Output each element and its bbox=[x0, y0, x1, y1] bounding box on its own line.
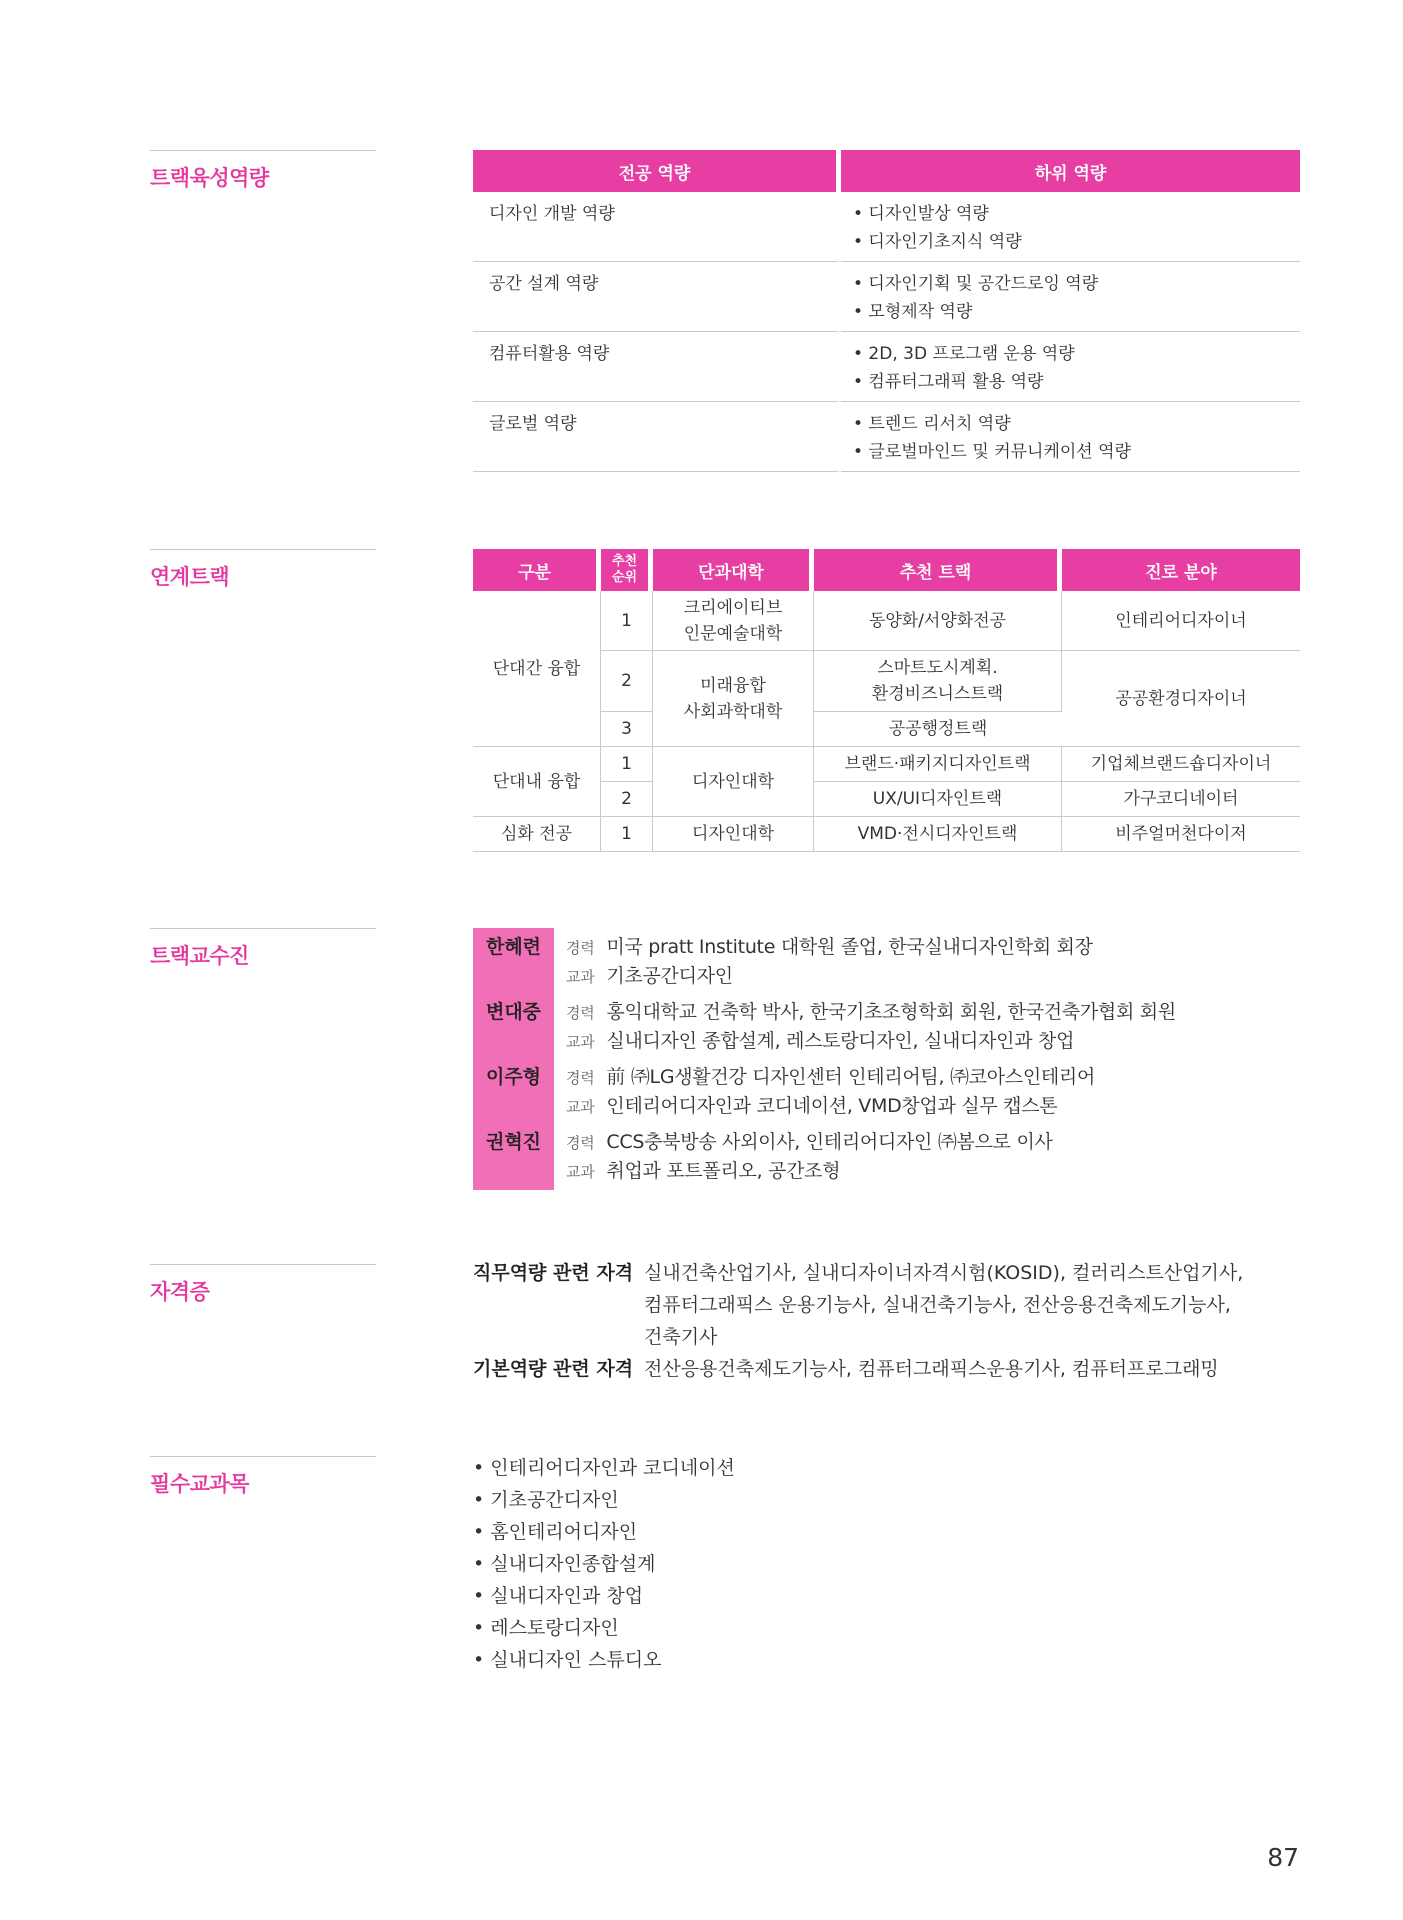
major-competency-cell bbox=[473, 332, 841, 402]
basic-certificate-label: 기본역량 관련 자격 bbox=[473, 1358, 634, 1380]
faculty-courses: 인테리어디자인과 코디네이션, VMD창업과 실무 캡스톤 bbox=[606, 1095, 1058, 1117]
job-certificate-row bbox=[473, 1258, 633, 1285]
faculty-course-line bbox=[566, 1026, 1074, 1053]
job-certificate-text: 컴퓨터그래픽스 운용기능사, 실내건축기능사, 전산응용건축제도기능사, bbox=[644, 1294, 1231, 1316]
list-item: • 레스토랑디자인 bbox=[473, 1617, 619, 1639]
sub-competency-cell bbox=[841, 192, 1300, 262]
section-title-certificate: 자격증 bbox=[150, 1264, 376, 1306]
rank-cell: 1 bbox=[601, 817, 653, 852]
header-career: 진로 분야 bbox=[1062, 549, 1300, 591]
section-title-faculty: 트랙교수진 bbox=[150, 928, 376, 970]
course-tag: 교과 bbox=[566, 1033, 595, 1051]
sub-competency-item: • 디자인기획 및 공간드로잉 역량 bbox=[853, 274, 1099, 294]
faculty-courses: 기초공간디자인 bbox=[606, 965, 733, 987]
category-cell: 심화 전공 bbox=[473, 817, 601, 852]
table-row bbox=[473, 262, 1300, 332]
career-cell: 기업체브랜드숍디자이너 bbox=[1062, 747, 1300, 782]
college-cell: 디자인대학 bbox=[653, 817, 814, 852]
rank-cell: 1 bbox=[601, 591, 653, 651]
rank-cell: 1 bbox=[601, 747, 653, 782]
major-competency-cell bbox=[473, 192, 841, 262]
sub-competency-item: • 디자인발상 역량 bbox=[853, 204, 989, 224]
header-rank bbox=[601, 549, 653, 591]
list-item: • 실내디자인과 창업 bbox=[473, 1585, 644, 1607]
rank-cell: 2 bbox=[601, 651, 653, 712]
major-competency: 디자인 개발 역량 bbox=[489, 204, 615, 224]
sub-competency-item: • 모형제작 역량 bbox=[853, 302, 973, 322]
faculty-career: 홍익대학교 건축학 박사, 한국기초조형학회 회원, 한국건축가협회 회원 bbox=[606, 1001, 1176, 1023]
faculty-career: CCS충북방송 사외이사, 인테리어디자인 ㈜봄으로 이사 bbox=[606, 1131, 1053, 1153]
faculty-name: 한혜련 bbox=[485, 936, 542, 958]
table-row bbox=[473, 817, 1300, 852]
career-cell: 가구코디네이터 bbox=[1062, 782, 1300, 817]
track-cell: UX/UI디자인트랙 bbox=[814, 782, 1062, 817]
header-rank-top: 추천 bbox=[611, 554, 638, 569]
table-row bbox=[473, 747, 1300, 782]
sub-competency-cell bbox=[841, 262, 1300, 332]
section-title-required-courses: 필수교과목 bbox=[150, 1456, 376, 1498]
college-cell: 미래융합 사회과학대학 bbox=[653, 651, 814, 747]
list-item: • 실내디자인종합설계 bbox=[473, 1553, 656, 1575]
sub-competency-item: • 글로벌마인드 및 커뮤니케이션 역량 bbox=[853, 442, 1131, 462]
college-cell: 크리에이티브 인문예술대학 bbox=[653, 591, 814, 651]
sub-competency-item: • 트렌드 리서치 역량 bbox=[853, 414, 1011, 434]
competency-table bbox=[473, 150, 1300, 472]
list-item: • 인테리어디자인과 코디네이션 bbox=[473, 1457, 735, 1479]
track-cell: 공공행정트랙 bbox=[814, 712, 1062, 747]
header-college: 단과대학 bbox=[653, 549, 814, 591]
sub-competency-cell bbox=[841, 402, 1300, 472]
career-tag: 경력 bbox=[566, 1134, 595, 1152]
job-certificate-text: 실내건축산업기사, 실내디자이너자격시험(KOSID), 컬러리스트산업기사, bbox=[644, 1262, 1244, 1284]
list-item: • 실내디자인 스튜디오 bbox=[473, 1649, 662, 1671]
section-title-linked-track: 연계트랙 bbox=[150, 549, 376, 591]
career-tag: 경력 bbox=[566, 939, 595, 957]
header-category: 구분 bbox=[473, 549, 601, 591]
major-competency: 공간 설계 역량 bbox=[489, 274, 599, 294]
list-item: • 홈인테리어디자인 bbox=[473, 1521, 638, 1543]
sub-competency-item: • 디자인기초지식 역량 bbox=[853, 232, 1022, 252]
track-cell: 브랜드·패키지디자인트랙 bbox=[814, 747, 1062, 782]
major-competency-cell bbox=[473, 262, 841, 332]
faculty-career: 前 ㈜LG생활건강 디자인센터 인테리어팀, ㈜코아스인테리어 bbox=[606, 1066, 1096, 1088]
header-rank-bottom: 순위 bbox=[611, 570, 638, 585]
sub-competency-item: • 2D, 3D 프로그램 운용 역량 bbox=[853, 344, 1075, 364]
track-cell: 동양화/서양화전공 bbox=[814, 591, 1062, 651]
faculty-name: 권혁진 bbox=[485, 1131, 542, 1153]
faculty-career-line bbox=[566, 1062, 1095, 1089]
career-cell: 공공환경디자이너 bbox=[1062, 651, 1300, 747]
header-sub-competency: 하위 역량 bbox=[841, 150, 1300, 192]
major-competency: 글로벌 역량 bbox=[489, 414, 577, 434]
rank-cell: 3 bbox=[601, 712, 653, 747]
faculty-course-line bbox=[566, 1156, 840, 1183]
linked-track-table bbox=[473, 549, 1300, 852]
major-competency-cell bbox=[473, 402, 841, 472]
category-cell: 단대간 융합 bbox=[473, 591, 601, 747]
career-cell: 비주얼머천다이저 bbox=[1062, 817, 1300, 852]
track-cell: VMD·전시디자인트랙 bbox=[814, 817, 1062, 852]
sub-competency-item: • 컴퓨터그래픽 활용 역량 bbox=[853, 372, 1044, 392]
basic-certificate-text: 전산응용건축제도기능사, 컴퓨터그래픽스운용기사, 컴퓨터프로그래밍 bbox=[644, 1358, 1219, 1380]
track-cell: 스마트도시계획. 환경비즈니스트랙 bbox=[814, 651, 1062, 712]
sub-competency-cell bbox=[841, 332, 1300, 402]
faculty-career: 미국 pratt Institute 대학원 졸업, 한국실내디자인학회 회장 bbox=[606, 936, 1093, 958]
faculty-name: 변대중 bbox=[485, 1001, 542, 1023]
table-row bbox=[473, 332, 1300, 402]
list-item: • 기초공간디자인 bbox=[473, 1489, 619, 1511]
faculty-courses: 실내디자인 종합설계, 레스토랑디자인, 실내디자인과 창업 bbox=[606, 1030, 1075, 1052]
faculty-career-line bbox=[566, 932, 1093, 959]
faculty-course-line bbox=[566, 961, 733, 988]
faculty-career-line bbox=[566, 997, 1176, 1024]
career-tag: 경력 bbox=[566, 1004, 595, 1022]
course-tag: 교과 bbox=[566, 968, 595, 986]
header-track: 추천 트랙 bbox=[814, 549, 1062, 591]
section-title-competency: 트랙육성역량 bbox=[150, 150, 376, 192]
college-cell: 디자인대학 bbox=[653, 747, 814, 817]
required-course-list bbox=[473, 1452, 735, 1676]
category-cell: 단대내 융합 bbox=[473, 747, 601, 817]
course-tag: 교과 bbox=[566, 1098, 595, 1116]
basic-certificate-row bbox=[473, 1354, 633, 1381]
table-row bbox=[473, 591, 1300, 651]
faculty-name: 이주형 bbox=[485, 1066, 542, 1088]
faculty-course-line bbox=[566, 1091, 1057, 1118]
page-number: 87 bbox=[1267, 1843, 1299, 1872]
table-row bbox=[473, 192, 1300, 262]
career-tag: 경력 bbox=[566, 1069, 595, 1087]
faculty-courses: 취업과 포트폴리오, 공간조형 bbox=[606, 1160, 841, 1182]
rank-cell: 2 bbox=[601, 782, 653, 817]
faculty-career-line bbox=[566, 1127, 1053, 1154]
job-certificate-label: 직무역량 관련 자격 bbox=[473, 1262, 634, 1284]
job-certificate-text: 건축기사 bbox=[644, 1326, 718, 1348]
course-tag: 교과 bbox=[566, 1163, 595, 1181]
header-major-competency: 전공 역량 bbox=[473, 150, 841, 192]
major-competency: 컴퓨터활용 역량 bbox=[489, 344, 610, 364]
career-cell: 인테리어디자이너 bbox=[1062, 591, 1300, 651]
table-row bbox=[473, 402, 1300, 472]
